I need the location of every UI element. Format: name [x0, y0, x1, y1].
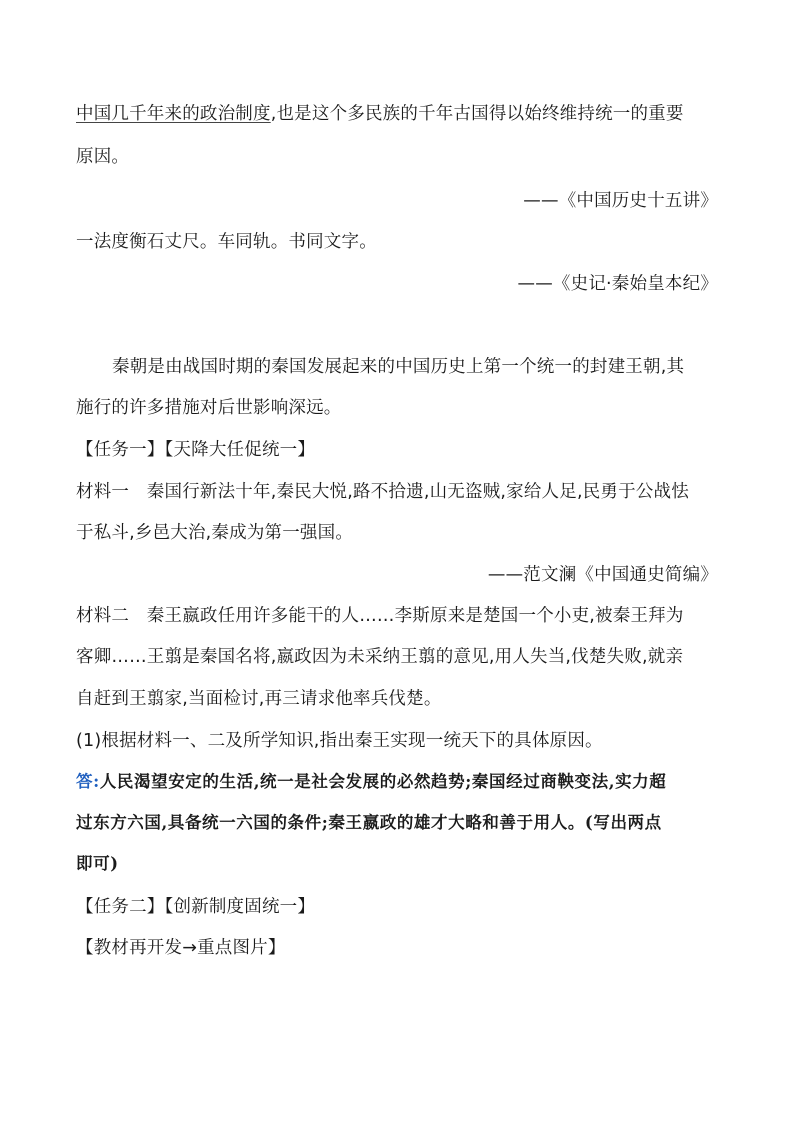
material-1-line-2: 于私斗,乡邑大治,秦成为第一强国。 — [76, 523, 354, 543]
underlined-phrase: 中国几千年来的政治制度 — [76, 104, 271, 124]
answer-line-1 — [76, 770, 718, 794]
quote-line-2: 原因。 — [76, 147, 130, 167]
question-1: (1)根据材料一、二及所学知识,指出秦王实现一统天下的具体原因。 — [76, 731, 603, 751]
material-2-line-2: 客卿……王翦是秦国名将,嬴政因为未采纳王翦的意见,用人失当,伐楚失败,就亲 — [76, 647, 684, 667]
answer-line-2: 过东方六国,具备统一六国的条件;秦王嬴政的雄才大略和善于用人。(写出两点 — [76, 813, 662, 832]
material-2-line-3: 自赶到王翦家,当面检讨,再三请求他率兵伐楚。 — [76, 689, 442, 709]
quote-source-1: ——《中国历史十五讲》 — [523, 191, 718, 211]
task-2-title: 【任务二】【创新制度固统一】 — [76, 897, 316, 917]
quote-line-3: 一法度衡石丈尺。车同轨。书同文字。 — [76, 232, 377, 252]
material-1-source: ——范文澜《中国通史简编》 — [487, 565, 718, 585]
task-1-title: 【任务一】【天降大任促统一】 — [76, 440, 316, 460]
material-1-line-1: 材料一 秦国行新法十年,秦民大悦,路不拾遗,山无盗贼,家给人足,民勇于公战怯 — [76, 482, 689, 502]
answer-text-1: 人民渴望安定的生活,统一是社会发展的必然趋势;秦国经过商鞅变法,实力超 — [99, 772, 667, 791]
quote-line-1 — [76, 102, 718, 126]
answer-label: 答: — [76, 772, 100, 791]
material-2-line-1: 材料二 秦王嬴政任用许多能干的人……李斯原来是楚国一个小吏,被秦王拜为 — [76, 606, 684, 626]
task-2-subtitle: 【教材再开发→重点图片】 — [76, 938, 286, 958]
quote-source-2: ——《史记·秦始皇本纪》 — [517, 274, 718, 294]
answer-line-3: 即可) — [76, 854, 119, 873]
intro-line-1: 秦朝是由战国时期的秦国发展起来的中国历史上第一个统一的封建王朝,其 — [112, 357, 685, 377]
intro-line-2: 施行的许多措施对后世影响深远。 — [76, 398, 342, 418]
quote-line-1-rest: ,也是这个多民族的千年古国得以始终维持统一的重要 — [270, 104, 684, 124]
